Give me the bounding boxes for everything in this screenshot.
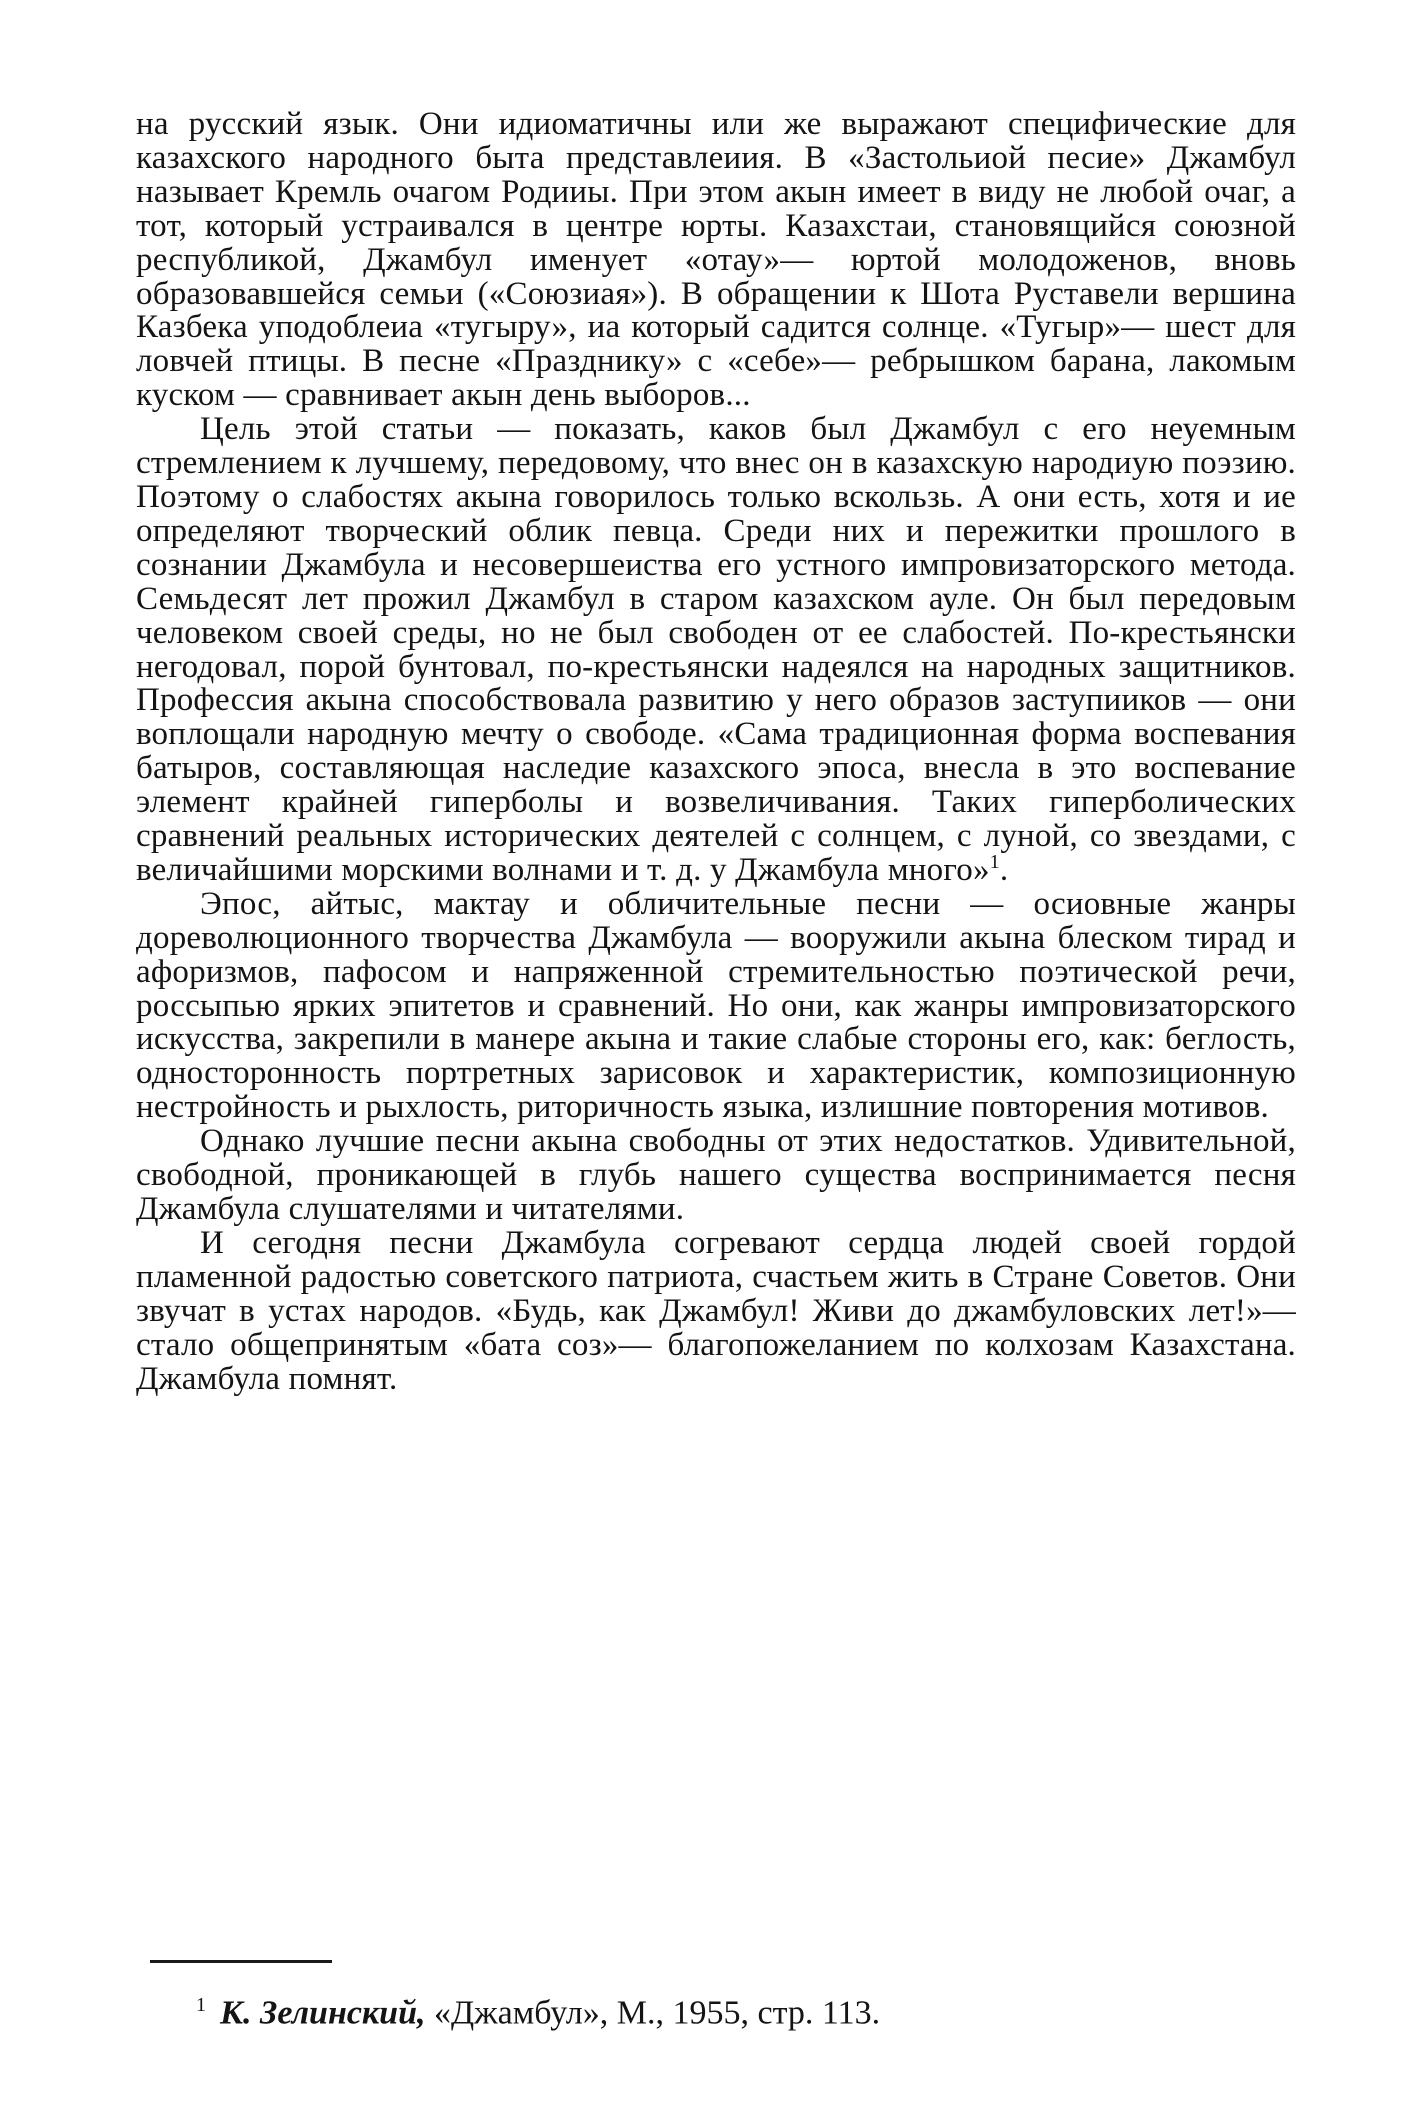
footnote-divider xyxy=(150,1960,332,1963)
body-text xyxy=(136,108,1296,1396)
paragraph-5: И сегодня песни Джамбула согревают сердца людей своей гордой пламенной радостью советского патриота, счастьем жить в Стране Советов. Они звучат в устах народов. «Будь, как Джамбул! Живи до джамбуловских лет!»— стало общепринятым «бата соз»— благопожеланием по колхозам Казахстана. Джамбула помнят. xyxy=(136,1224,1296,1397)
footnote-citation: «Джамбул», М., 1955, стр. 113. xyxy=(433,1994,881,2032)
paragraph-4: Однако лучшие песни акына свободны от этих недостатков. Удивительной, свободной, проникающей в глубь нашего существа воспринимается песня Джамбула слушателями и читателями. xyxy=(136,1123,1296,1227)
footnote-reference: 1 xyxy=(989,850,1000,873)
paragraph-3: Эпос, айтыс, мактау и обличительные песни — осиовные жанры дореволюционного творчества Джамбула — вооружили акына блеском тирад и афоризмов, пафосом и напряженной стремительностью поэтической речи, россыпью ярких эпитетов и сравнений. Но они, как жанры импровизаторского искусства, закрепили в манере акына и такие слабые стороны его, как: беглость, односторонность портретных зарисовок и характеристик, композиционную нестройность и рыхлость, риторичность языка, излишние повторения мотивов. xyxy=(136,885,1296,1126)
footnote xyxy=(196,1985,880,2033)
footnote-author: К. Зелинский, xyxy=(220,1994,426,2032)
paragraph-2: Цель этой статьи — показать, каков был Джамбул с его неуемным стремлением к лучшему, передовому, что внес он в казахскую народиую поэзию. Поэтому о слабостях акына говорилось только вскользь. А они есть, хотя и ие определяют творческий облик певца. Среди них и пережитки прошлого в сознании Джамбула и несовершеиства его устного импровизаторского метода. Семьдесят лет прожил Джамбул в старом казахском ауле. Он был передовым человеком своей среды, но не был свободен от ее слабостей. По-крестьянски негодовал, порой бунтовал, по-крестьянски надеялся на народных защитников. Профессия акына способствовала развитию у него образов заступииков — они воплощали народную мечту о свободе. «Сама традиционная форма воспевания батыров, составляющая наследие казахского эпоса, внесла в это воспевание элемент крайней гиперболы и возвеличивания. Таких гиперболических сравнений реальных исторических деятелей с солнцем, с луной, со звездами, с величайшими морскими волнами и т. д. у Джамбула много»$^1$. xyxy=(136,411,1296,888)
paragraph-2-text: Цель этой статьи — показать, каков был Джамбул с его неуемным стремлением к лучшему, передовому, что внес он в казахскую народиую поэзию. Поэтому о слабостях акына говорилось только вскользь. А они есть, хотя и ие определяют творческий облик певца. Среди них и пережитки прошлого в сознании Джамбула и несовершеиства его устного импровизаторского метода. Семьдесят лет прожил Джамбул в старом казахском ауле. Он был передовым человеком своей среды, но не был свободен от ее слабостей. По-крестьянски негодовал, порой бунтовал, по-крестьянски надеялся на народных защитников. Профессия акына способствовала развитию у него образов заступииков — они воплощали народную мечту о свободе. «Сама традиционная форма воспевания батыров, составляющая наследие казахского эпоса, внесла в это воспевание элемент крайней гиперболы и возвеличивания. Таких гиперболических сравнений реальных исторических деятелей с солнцем, с луной, со звездами, с величайшими морскими волнами и т. д. у Джамбула много» xyxy=(136,411,1296,888)
paragraph-1: на русский язык. Они идиоматичны или же выражают специфические для казахского народного быта представлеиия. В «Застольиой песие» Джамбул называет Кремль очагом Родииы. При этом акын имеет в виду не любой очаг, а тот, который устраивался в центре юрты. Казахстаи, становящийся союзной республикой, Джамбул именует «отау»— юртой молодоженов, вновь образовавшейся семьи («Союзиая»). В обращении к Шота Руставели вершина Казбека уподоблеиа «тугыру», иа который садится солнце. «Тугыр»— шест для ловчей птицы. В песне «Празднику» с «себе»— ребрышком барана, лакомым куском — сравнивает акын день выборов... xyxy=(136,106,1296,414)
footnote-mark: 1 xyxy=(196,1994,206,2016)
